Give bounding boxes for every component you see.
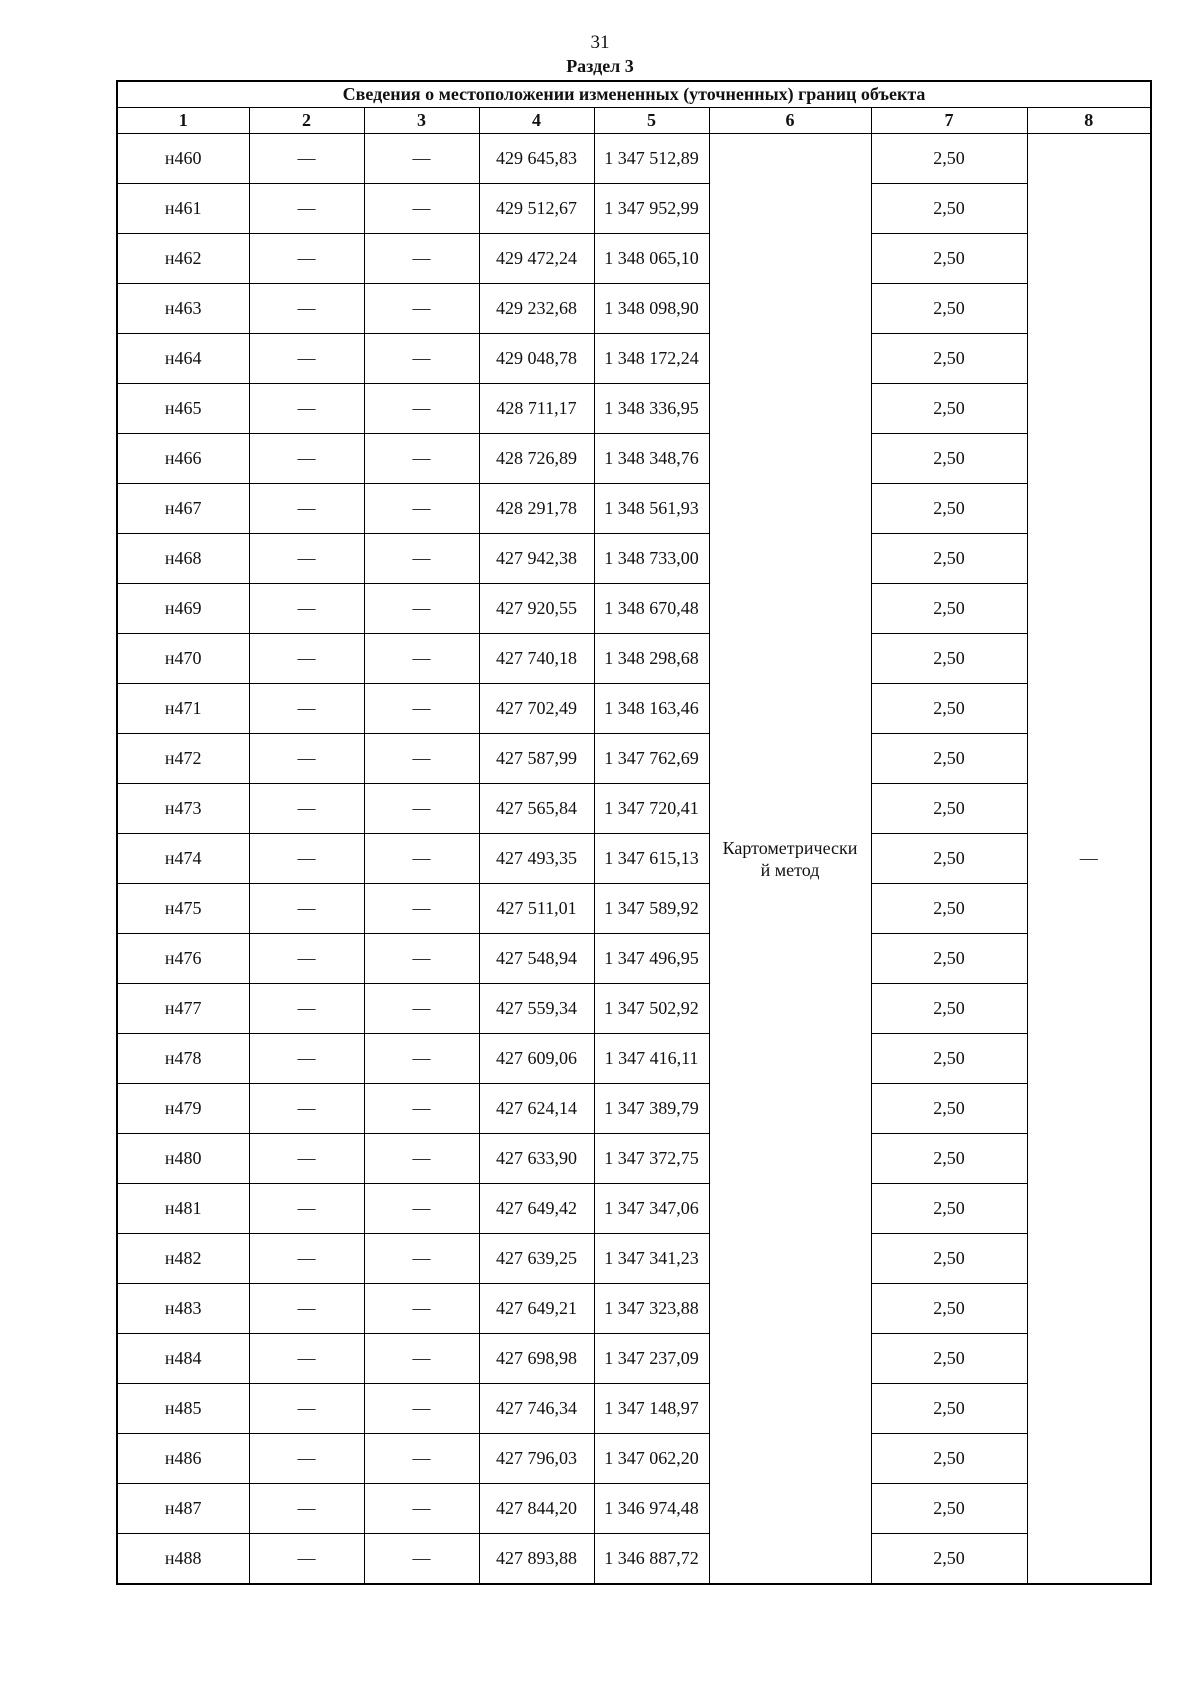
column3-cell: — [364, 1284, 479, 1334]
x-coordinate-cell: 429 645,83 [479, 134, 594, 184]
table-row [117, 634, 1151, 684]
table-row [117, 384, 1151, 434]
column2-cell: — [249, 1034, 364, 1084]
accuracy-cell: 2,50 [871, 634, 1027, 684]
column-number: 2 [249, 108, 364, 134]
point-name-cell: н486 [117, 1434, 249, 1484]
column-number: 7 [871, 108, 1027, 134]
table-row [117, 584, 1151, 634]
point-name-cell: н472 [117, 734, 249, 784]
point-name-cell: н460 [117, 134, 249, 184]
y-coordinate-cell: 1 347 062,20 [594, 1434, 709, 1484]
column3-cell: — [364, 184, 479, 234]
accuracy-cell: 2,50 [871, 884, 1027, 934]
y-coordinate-cell: 1 347 372,75 [594, 1134, 709, 1184]
y-coordinate-cell: 1 347 347,06 [594, 1184, 709, 1234]
column2-cell: — [249, 784, 364, 834]
y-coordinate-cell: 1 347 416,11 [594, 1034, 709, 1084]
table-row [117, 284, 1151, 334]
accuracy-cell: 2,50 [871, 1234, 1027, 1284]
accuracy-cell: 2,50 [871, 934, 1027, 984]
x-coordinate-cell: 427 548,94 [479, 934, 594, 984]
column2-cell: — [249, 1334, 364, 1384]
accuracy-cell: 2,50 [871, 1434, 1027, 1484]
point-name-cell: н468 [117, 534, 249, 584]
column2-cell: — [249, 184, 364, 234]
table-row [117, 1384, 1151, 1434]
point-name-cell: н480 [117, 1134, 249, 1184]
boundary-coordinates-table [116, 80, 1152, 1585]
column3-cell: — [364, 534, 479, 584]
y-coordinate-cell: 1 348 065,10 [594, 234, 709, 284]
accuracy-cell: 2,50 [871, 584, 1027, 634]
accuracy-cell: 2,50 [871, 834, 1027, 884]
point-name-cell: н476 [117, 934, 249, 984]
table-row [117, 784, 1151, 834]
x-coordinate-cell: 429 048,78 [479, 334, 594, 384]
column2-cell: — [249, 1234, 364, 1284]
column2-cell: — [249, 634, 364, 684]
y-coordinate-cell: 1 347 389,79 [594, 1084, 709, 1134]
table-row [117, 1284, 1151, 1334]
column3-cell: — [364, 784, 479, 834]
column-number: 8 [1027, 108, 1151, 134]
accuracy-cell: 2,50 [871, 1384, 1027, 1434]
column3-cell: — [364, 734, 479, 784]
table-row [117, 1184, 1151, 1234]
accuracy-cell: 2,50 [871, 1084, 1027, 1134]
accuracy-cell: 2,50 [871, 184, 1027, 234]
column2-cell: — [249, 1134, 364, 1184]
accuracy-cell: 2,50 [871, 384, 1027, 434]
y-coordinate-cell: 1 348 670,48 [594, 584, 709, 634]
table-row [117, 684, 1151, 734]
accuracy-cell: 2,50 [871, 1334, 1027, 1384]
y-coordinate-cell: 1 346 974,48 [594, 1484, 709, 1534]
y-coordinate-cell: 1 347 502,92 [594, 984, 709, 1034]
x-coordinate-cell: 427 702,49 [479, 684, 594, 734]
column-number: 6 [709, 108, 871, 134]
column2-cell: — [249, 384, 364, 434]
column3-cell: — [364, 1084, 479, 1134]
column3-cell: — [364, 884, 479, 934]
accuracy-cell: 2,50 [871, 1534, 1027, 1585]
point-name-cell: н462 [117, 234, 249, 284]
column3-cell: — [364, 134, 479, 184]
table-row [117, 184, 1151, 234]
x-coordinate-cell: 427 893,88 [479, 1534, 594, 1585]
column3-cell: — [364, 834, 479, 884]
point-name-cell: н484 [117, 1334, 249, 1384]
column3-cell: — [364, 634, 479, 684]
y-coordinate-cell: 1 348 348,76 [594, 434, 709, 484]
column2-cell: — [249, 284, 364, 334]
column3-cell: — [364, 284, 479, 334]
column-number: 4 [479, 108, 594, 134]
point-name-cell: н471 [117, 684, 249, 734]
column2-cell: — [249, 984, 364, 1034]
table-row [117, 1234, 1151, 1284]
point-name-cell: н470 [117, 634, 249, 684]
x-coordinate-cell: 428 711,17 [479, 384, 594, 434]
column3-cell: — [364, 1384, 479, 1434]
column2-cell: — [249, 1434, 364, 1484]
method-text-line: й метод [760, 859, 820, 880]
table-row [117, 234, 1151, 284]
y-coordinate-cell: 1 347 512,89 [594, 134, 709, 184]
table-row [117, 534, 1151, 584]
x-coordinate-cell: 428 726,89 [479, 434, 594, 484]
column3-cell: — [364, 584, 479, 634]
x-coordinate-cell: 427 649,21 [479, 1284, 594, 1334]
y-coordinate-cell: 1 347 589,92 [594, 884, 709, 934]
method-cell [709, 134, 871, 1585]
column-number-row [117, 108, 1151, 134]
point-name-cell: н485 [117, 1384, 249, 1434]
x-coordinate-cell: 427 624,14 [479, 1084, 594, 1134]
x-coordinate-cell: 427 746,34 [479, 1384, 594, 1434]
x-coordinate-cell: 427 587,99 [479, 734, 594, 784]
x-coordinate-cell: 427 559,34 [479, 984, 594, 1034]
table-body [117, 134, 1151, 1585]
table-row [117, 1134, 1151, 1184]
table-row [117, 134, 1151, 184]
column2-cell: — [249, 1184, 364, 1234]
table-row [117, 734, 1151, 784]
point-name-cell: н474 [117, 834, 249, 884]
accuracy-cell: 2,50 [871, 484, 1027, 534]
accuracy-cell: 2,50 [871, 1034, 1027, 1084]
table-row [117, 1034, 1151, 1084]
column2-cell: — [249, 1284, 364, 1334]
y-coordinate-cell: 1 347 323,88 [594, 1284, 709, 1334]
accuracy-cell: 2,50 [871, 1134, 1027, 1184]
column2-cell: — [249, 484, 364, 534]
x-coordinate-cell: 429 512,67 [479, 184, 594, 234]
point-name-cell: н479 [117, 1084, 249, 1134]
point-name-cell: н482 [117, 1234, 249, 1284]
column2-cell: — [249, 134, 364, 184]
column3-cell: — [364, 1234, 479, 1284]
column2-cell: — [249, 1084, 364, 1134]
accuracy-cell: 2,50 [871, 984, 1027, 1034]
x-coordinate-cell: 429 232,68 [479, 284, 594, 334]
column-number: 1 [117, 108, 249, 134]
table-row [117, 1434, 1151, 1484]
point-name-cell: н478 [117, 1034, 249, 1084]
y-coordinate-cell: 1 348 561,93 [594, 484, 709, 534]
column3-cell: — [364, 1334, 479, 1384]
table-row [117, 934, 1151, 984]
x-coordinate-cell: 427 633,90 [479, 1134, 594, 1184]
column2-cell: — [249, 534, 364, 584]
x-coordinate-cell: 427 639,25 [479, 1234, 594, 1284]
table-row [117, 434, 1151, 484]
method-text-line: Картометрически [722, 837, 858, 858]
column2-cell: — [249, 1384, 364, 1434]
point-name-cell: н464 [117, 334, 249, 384]
column-number: 3 [364, 108, 479, 134]
column2-cell: — [249, 234, 364, 284]
x-coordinate-cell: 427 698,98 [479, 1334, 594, 1384]
point-name-cell: н483 [117, 1284, 249, 1334]
column3-cell: — [364, 484, 479, 534]
accuracy-cell: 2,50 [871, 334, 1027, 384]
accuracy-cell: 2,50 [871, 1184, 1027, 1234]
x-coordinate-cell: 427 942,38 [479, 534, 594, 584]
accuracy-cell: 2,50 [871, 784, 1027, 834]
x-coordinate-cell: 427 565,84 [479, 784, 594, 834]
accuracy-cell: 2,50 [871, 134, 1027, 184]
column3-cell: — [364, 334, 479, 384]
column2-cell: — [249, 934, 364, 984]
column2-cell: — [249, 684, 364, 734]
table-row [117, 484, 1151, 534]
accuracy-cell: 2,50 [871, 284, 1027, 334]
column-number: 5 [594, 108, 709, 134]
point-name-cell: н463 [117, 284, 249, 334]
y-coordinate-cell: 1 347 237,09 [594, 1334, 709, 1384]
y-coordinate-cell: 1 348 098,90 [594, 284, 709, 334]
y-coordinate-cell: 1 348 336,95 [594, 384, 709, 434]
y-coordinate-cell: 1 348 163,46 [594, 684, 709, 734]
point-name-cell: н469 [117, 584, 249, 634]
table-row [117, 834, 1151, 884]
column2-cell: — [249, 734, 364, 784]
point-name-cell: н467 [117, 484, 249, 534]
point-name-cell: н475 [117, 884, 249, 934]
column3-cell: — [364, 684, 479, 734]
column2-cell: — [249, 334, 364, 384]
accuracy-cell: 2,50 [871, 434, 1027, 484]
point-name-cell: н481 [117, 1184, 249, 1234]
column3-cell: — [364, 1484, 479, 1534]
accuracy-cell: 2,50 [871, 1284, 1027, 1334]
column3-cell: — [364, 234, 479, 284]
column2-cell: — [249, 434, 364, 484]
x-coordinate-cell: 427 740,18 [479, 634, 594, 684]
y-coordinate-cell: 1 347 762,69 [594, 734, 709, 784]
table-caption: Сведения о местоположении измененных (уточненных) границ объекта [117, 81, 1151, 108]
x-coordinate-cell: 427 649,42 [479, 1184, 594, 1234]
x-coordinate-cell: 427 493,35 [479, 834, 594, 884]
table-row [117, 1484, 1151, 1534]
page-number: 31 [590, 32, 610, 53]
x-coordinate-cell: 427 920,55 [479, 584, 594, 634]
column3-cell: — [364, 934, 479, 984]
y-coordinate-cell: 1 348 733,00 [594, 534, 709, 584]
column3-cell: — [364, 984, 479, 1034]
column8-cell: — [1027, 134, 1151, 1585]
table-row [117, 884, 1151, 934]
x-coordinate-cell: 428 291,78 [479, 484, 594, 534]
point-name-cell: н487 [117, 1484, 249, 1534]
y-coordinate-cell: 1 347 720,41 [594, 784, 709, 834]
y-coordinate-cell: 1 347 341,23 [594, 1234, 709, 1284]
column3-cell: — [364, 434, 479, 484]
y-coordinate-cell: 1 348 172,24 [594, 334, 709, 384]
table-row [117, 1534, 1151, 1585]
y-coordinate-cell: 1 347 148,97 [594, 1384, 709, 1434]
column2-cell: — [249, 1534, 364, 1585]
column3-cell: — [364, 1184, 479, 1234]
x-coordinate-cell: 427 796,03 [479, 1434, 594, 1484]
y-coordinate-cell: 1 347 615,13 [594, 834, 709, 884]
accuracy-cell: 2,50 [871, 534, 1027, 584]
table-row [117, 334, 1151, 384]
x-coordinate-cell: 427 511,01 [479, 884, 594, 934]
section-title: Раздел 3 [566, 56, 634, 76]
y-coordinate-cell: 1 346 887,72 [594, 1534, 709, 1585]
column2-cell: — [249, 584, 364, 634]
column3-cell: — [364, 1134, 479, 1184]
column2-cell: — [249, 884, 364, 934]
column3-cell: — [364, 1534, 479, 1585]
table-row [117, 984, 1151, 1034]
y-coordinate-cell: 1 348 298,68 [594, 634, 709, 684]
point-name-cell: н473 [117, 784, 249, 834]
table-row [117, 1334, 1151, 1384]
column3-cell: — [364, 1434, 479, 1484]
x-coordinate-cell: 427 844,20 [479, 1484, 594, 1534]
point-name-cell: н466 [117, 434, 249, 484]
table-row [117, 1084, 1151, 1134]
column3-cell: — [364, 384, 479, 434]
x-coordinate-cell: 429 472,24 [479, 234, 594, 284]
column3-cell: — [364, 1034, 479, 1084]
point-name-cell: н461 [117, 184, 249, 234]
accuracy-cell: 2,50 [871, 734, 1027, 784]
column2-cell: — [249, 1484, 364, 1534]
accuracy-cell: 2,50 [871, 1484, 1027, 1534]
y-coordinate-cell: 1 347 952,99 [594, 184, 709, 234]
x-coordinate-cell: 427 609,06 [479, 1034, 594, 1084]
column2-cell: — [249, 834, 364, 884]
accuracy-cell: 2,50 [871, 234, 1027, 284]
y-coordinate-cell: 1 347 496,95 [594, 934, 709, 984]
point-name-cell: н465 [117, 384, 249, 434]
accuracy-cell: 2,50 [871, 684, 1027, 734]
point-name-cell: н488 [117, 1534, 249, 1585]
point-name-cell: н477 [117, 984, 249, 1034]
